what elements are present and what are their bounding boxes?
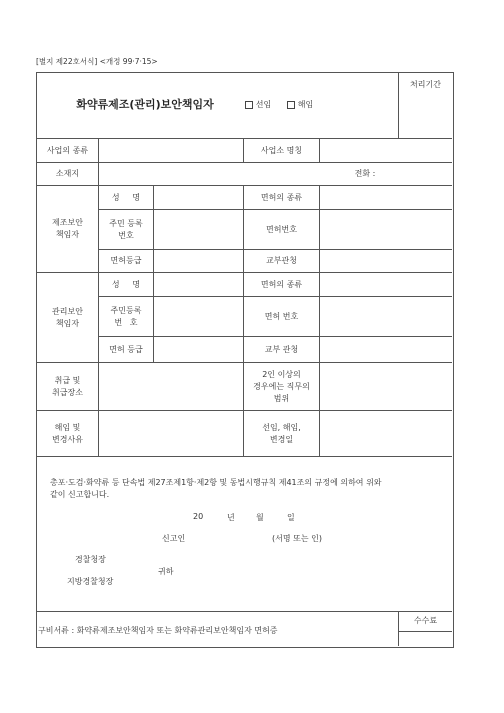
form-label: [별지 제22호서식] <개정 99·7·15>: [36, 57, 158, 66]
business-type-label: 사업의 종류: [46, 145, 89, 155]
dismissal-reason-label: 해임 및 변경사유: [52, 422, 83, 444]
mgmt-license-no-label: 면허 번호: [264, 311, 299, 321]
mfg-name-label: 성 명: [111, 192, 141, 202]
mgmt-license-type-label: 면허의 종류: [260, 279, 303, 289]
mgmt-rrn-label: 주민등록 번 호: [110, 305, 142, 327]
form-title: 화약류제조(관리)보안책임자: [76, 98, 214, 111]
processing-period-label: 처리기간: [410, 80, 441, 89]
mgmt-issuing-office-label: 교부 관청: [264, 344, 299, 354]
police-chief-label: 경찰청장: [75, 555, 106, 564]
fee-label: 수수료: [413, 616, 438, 625]
month-label: 월: [256, 513, 264, 522]
mfg-license-no-label: 면허번호: [266, 224, 297, 234]
checkbox-icon: [287, 101, 295, 109]
applicant-label: 신고인: [162, 534, 186, 543]
honorific-label: 귀하: [158, 567, 174, 576]
required-documents: 구비서류 : 화약류제조보안책임자 또는 화약류관리보안책임자 면허증: [38, 626, 278, 635]
location-label: 소재지: [55, 169, 80, 178]
declaration-text: 총포·도검·화약류 등 단속법 제27조제1항·제2항 및 동법시행규칙 제41조의 규정에 의하여 위와 같이 신고합니다.: [50, 478, 382, 499]
day-label: 일: [287, 513, 295, 522]
mgmt-license-grade-label: 면허 등급: [109, 344, 143, 354]
date-year-prefix: 20: [193, 512, 204, 521]
management-officer-label: 관리보안 책임자: [52, 306, 83, 328]
mfg-issuing-office-label: 교부관청: [266, 256, 297, 265]
mfg-license-type-label: 면허의 종류: [260, 192, 303, 202]
checkbox-icon: [245, 101, 253, 109]
handling-label: 취급 및 취급장소: [52, 375, 83, 397]
regional-police-chief-label: 지방경찰청장: [67, 577, 114, 586]
mgmt-name-label: 성 명: [111, 279, 141, 289]
mfg-rrn-label: 주민 등록 번호: [109, 218, 143, 240]
signature-label: (서명 또는 인): [272, 534, 322, 543]
phone-label: 전화 :: [354, 169, 376, 178]
business-name-label: 사업소 명칭: [260, 145, 303, 155]
dismiss-checkbox[interactable]: 해임: [280, 98, 320, 112]
manufacturing-officer-label: 제조보안 책임자: [52, 218, 83, 239]
appoint-checkbox[interactable]: 선임: [238, 98, 278, 112]
year-label: 년: [227, 513, 235, 522]
mfg-license-grade-label: 면허등급: [110, 256, 142, 265]
duty-scope-label: 2인 이상의 경우에는 직무의 범위: [253, 369, 310, 403]
change-date-label: 선임, 해임, 변경일: [262, 422, 301, 444]
